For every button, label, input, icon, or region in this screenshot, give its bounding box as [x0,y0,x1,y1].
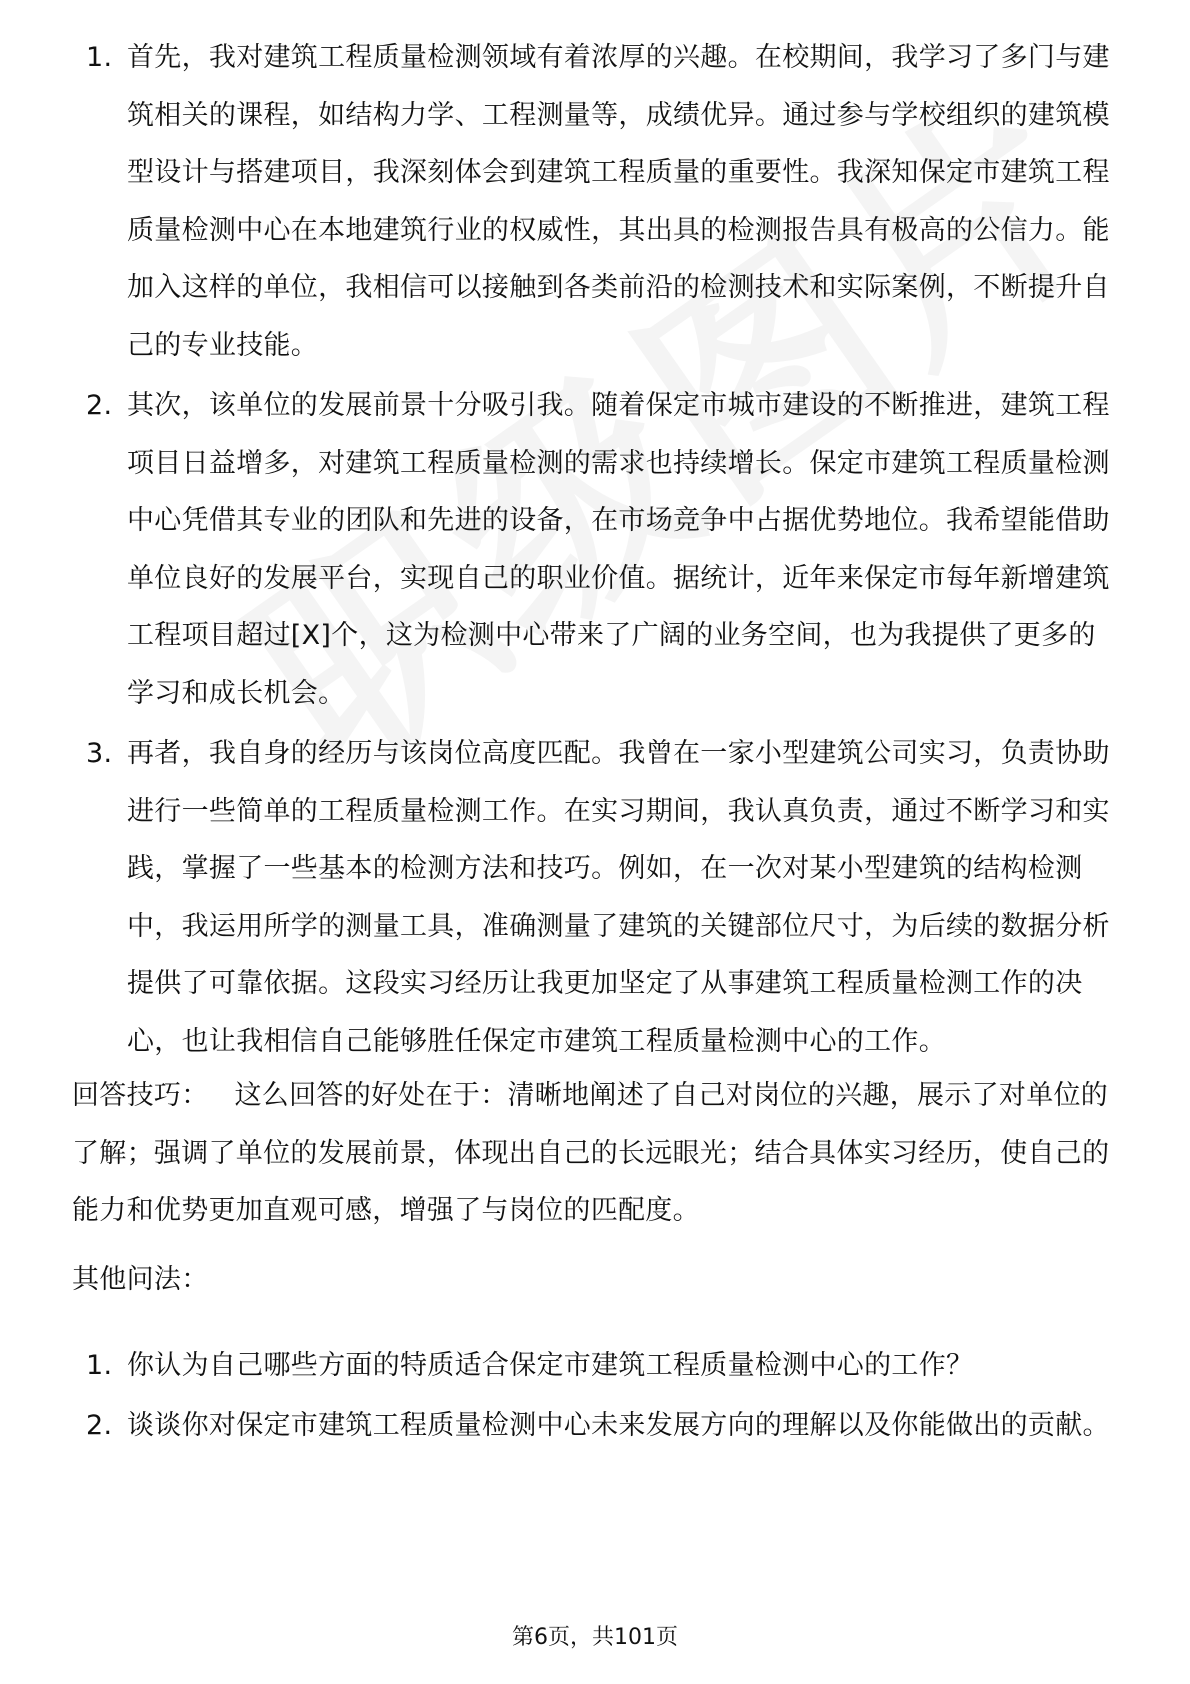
list-item [72,29,1122,374]
list-item-text: 其次，该单位的发展前景十分吸引我。随着保定市城市建设的不断推进，建筑工程项目日益增多，对建筑工程质量检测的需求也持续增长。保定市建筑工程质量检测中心凭借其专业的团队和先进的设备，在市场竞争中占据优势地位。我希望能借助单位良好的发展平台，实现自己的职业价值。据统计，近年来保定市每年新增建筑工程项目超过[X]个，这为检测中心带来了广阔的业务空间，也为我提供了更多的学习和成长机会。 [127,390,1110,709]
list-item-number: 2. [86,1409,113,1441]
list-item-number: 1. [86,42,113,73]
answer-list [72,29,1122,1070]
list-item [72,725,1122,1070]
page-top-edge [0,0,1190,3]
list-item [72,1397,1122,1455]
list-item-text: 再者，我自身的经历与该岗位高度匹配。我曾在一家小型建筑公司实习，负责协助进行一些简单的工程质量检测工作。在实习期间，我认真负责，通过不断学习和实践，掌握了一些基本的检测方法和技巧。例如，在一次对某小型建筑的结构检测中，我运用所学的测量工具，准确测量了建筑的关键部位尺寸，为后续的数据分析提供了可靠依据。这段实习经历让我更加坚定了从事建筑工程质量检测工作的决心，也让我相信自己能够胜任保定市建筑工程质量检测中心的工作。 [127,738,1110,1057]
list-item-text: 你认为自己哪些方面的特质适合保定市建筑工程质量检测中心的工作？ [127,1350,974,1381]
page-number-footer: 第6页，共101页 [512,1625,678,1650]
other-questions-heading: 其他问法： [72,1264,209,1295]
list-item-text: 首先，我对建筑工程质量检测领域有着浓厚的兴趣。在校期间，我学习了多门与建筑相关的课程，如结构力学、工程测量等，成绩优异。通过参与学校组织的建筑模型设计与搭建项目，我深刻体会到建筑工程质量的重要性。我深知保定市建筑工程质量检测中心在本地建筑行业的权威性，其出具的检测报告具有极高的公信力。能加入这样的单位，我相信可以接触到各类前沿的检测技术和实际案例，不断提升自己的专业技能。 [127,42,1110,361]
list-item-number: 1. [86,1350,113,1381]
list-item [72,377,1122,722]
list-item-text: 谈谈你对保定市建筑工程质量检测中心未来发展方向的理解以及你能做出的贡献。 [127,1409,1110,1441]
list-item [72,1337,1122,1395]
other-questions-list [72,1337,1122,1454]
tips-label: 回答技巧： [72,1080,209,1111]
list-item-number: 2. [86,390,113,421]
tips-text: 这么回答的好处在于：清晰地阐述了自己对岗位的兴趣，展示了对单位的了解；强调了单位的发展前景，体现出自己的长远眼光；结合具体实习经历，使自己的能力和优势更加直观可感，增强了与岗位的匹配度。 [72,1080,1110,1226]
answer-tips-paragraph [72,1067,1122,1240]
list-item-number: 3. [86,738,113,769]
